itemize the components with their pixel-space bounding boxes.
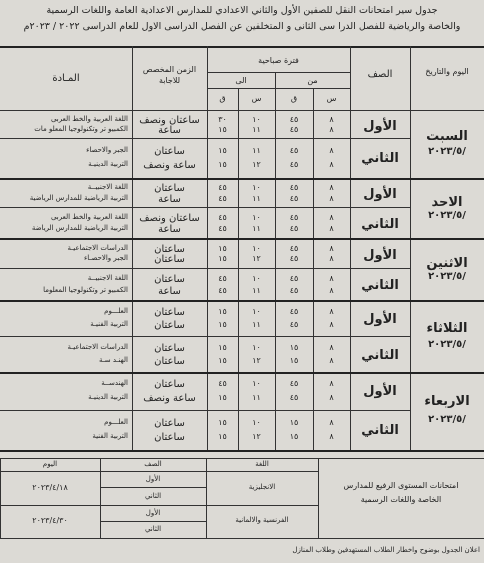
duration: ساعتان xyxy=(154,183,185,195)
header-to-q: ق xyxy=(219,94,226,103)
col-divider-grade xyxy=(410,46,411,450)
subject: العلـــوم xyxy=(104,306,128,315)
from-hour: ٨ xyxy=(329,306,334,316)
from-minute-2: ٤٥ xyxy=(289,223,299,233)
duration-2: ساعتان xyxy=(154,355,185,367)
to-hour: ١٠ xyxy=(252,306,261,316)
from-hour-2: ٨ xyxy=(329,193,334,203)
from-minute: ٤٥ xyxy=(289,183,299,193)
duration: ساعتان xyxy=(154,274,185,286)
grade-label: الأول xyxy=(363,384,397,400)
subject-2: الكمبيو تر وتكنولوجيا المعلوما xyxy=(43,285,128,294)
footer-note: اعلان الجدول بوضوح واخطار الطلاب المستهدفين وطلاب المنازل xyxy=(292,546,480,554)
header-day: اليوم والتاريخ xyxy=(425,67,469,76)
from-hour-2: ٨ xyxy=(329,285,334,295)
subject: الجبر والاحصاء xyxy=(86,145,128,154)
day-date: ٢٠٢٣/٥/ xyxy=(428,271,466,283)
to-hour-2: ١٢ xyxy=(252,355,261,365)
from-minute-2: ٤٥ xyxy=(289,160,299,170)
from-hour: ٨ xyxy=(329,417,334,427)
from-minute-2: ١٥ xyxy=(289,355,299,365)
from-minute-2: ٤٥ xyxy=(289,125,299,135)
grade-label: الثاني xyxy=(361,423,399,438)
duration-2: ساعتان xyxy=(154,432,185,444)
to-hour: ١٠ xyxy=(252,379,261,389)
to-hour-2: ١١ xyxy=(252,393,261,403)
grade-label: الثاني xyxy=(361,151,399,166)
duration: ساعتان xyxy=(154,306,185,318)
to-minute-2: ١٥ xyxy=(218,160,227,170)
header-from: من xyxy=(307,76,318,85)
subject: العلـــوم xyxy=(104,417,128,426)
duration-2: ساعة xyxy=(158,125,181,137)
day-date: ٢٠٢٣/٥/ xyxy=(428,146,466,158)
header-subject: المـادة xyxy=(52,73,80,84)
from-minute: ٤٥ xyxy=(289,243,299,253)
header-from-q: ق xyxy=(290,94,298,103)
to-hour-2: ١١ xyxy=(252,193,261,203)
from-hour-2: ٨ xyxy=(329,254,334,264)
table-top-border xyxy=(0,46,484,48)
to-hour-2: ١١ xyxy=(252,285,261,295)
day-date: ٢٠٢٣/٥/ xyxy=(428,210,466,221)
subject: اللغة الاجنبيــة xyxy=(87,274,128,283)
adv-grade-1a: الأول xyxy=(145,475,161,483)
duration: ساعتان xyxy=(154,417,185,429)
day-name: الاثنين xyxy=(426,255,468,271)
to-minute-2: ١٥ xyxy=(218,254,227,264)
to-hour-2: ١١ xyxy=(252,319,261,329)
from-hour-2: ٨ xyxy=(329,125,334,135)
grade-label: الأول xyxy=(363,118,397,134)
subject-2: التربية الدينيـة xyxy=(88,393,128,402)
period-sub-border xyxy=(207,72,350,73)
header-period: فترة صباحية xyxy=(258,56,299,65)
adv-header-grade: الصف xyxy=(144,460,162,468)
from-hour: ٨ xyxy=(329,379,334,389)
duration-2: ساعة xyxy=(158,193,181,205)
adv-lang-2: الفرنسية والالمانية xyxy=(235,516,289,524)
duration-2: ساعة ونصف xyxy=(143,160,196,172)
adv-header-lang: اللغة xyxy=(255,460,269,468)
row-border-2 xyxy=(0,207,410,208)
from-minute: ٤٥ xyxy=(289,145,299,155)
to-hour: ١٠ xyxy=(252,417,261,427)
duration: ساعتان ونصف xyxy=(139,115,200,127)
day-date: ٢٠٢٣/٥/ xyxy=(428,413,466,425)
to-hour: ١٠ xyxy=(252,274,261,284)
grade-label: الثاني xyxy=(361,216,399,232)
to-minute: ١٥ xyxy=(218,306,227,316)
adv-header-day: اليوم xyxy=(42,460,58,468)
from-minute: ٤٥ xyxy=(289,115,299,125)
from-minute-2: ٤٥ xyxy=(289,254,299,264)
from-hour-2: ٨ xyxy=(329,319,334,329)
to-minute-2: ١٥ xyxy=(218,432,227,442)
duration: ساعتان xyxy=(154,342,185,354)
from-minute: ٤٥ xyxy=(289,306,299,316)
row-border-3 xyxy=(0,268,410,269)
duration-2: ساعة xyxy=(158,285,181,297)
adv-grade-split-1 xyxy=(100,487,206,488)
grade-label: الثاني xyxy=(361,347,399,363)
to-minute: ٤٥ xyxy=(218,212,227,222)
to-minute-2: ٤٥ xyxy=(218,193,227,203)
header-grade: الصف xyxy=(367,69,393,80)
subject-2: التربية الفنيـة xyxy=(90,319,128,328)
day-border-5 xyxy=(0,450,484,452)
duration-2: ساعتان xyxy=(154,254,185,266)
from-hour: ٨ xyxy=(329,342,334,352)
adv-top-border xyxy=(0,458,484,459)
header-duration: الزمن المخصص للاجابة xyxy=(142,65,197,85)
to-minute-2: ١٥ xyxy=(218,355,227,365)
from-hour-2: ٨ xyxy=(329,432,334,442)
subject: الدراسات الاجتماعيـة xyxy=(67,243,128,252)
subject: اللغة العربية والخط العربى xyxy=(50,212,128,221)
to-minute: ١٥ xyxy=(218,417,227,427)
subject-2: الهنـد سـة xyxy=(98,355,128,364)
adv-date-2: ٢٠٢٣/٤/٣٠ xyxy=(32,516,68,525)
day-name: الاربعاء xyxy=(424,394,470,410)
subject: اللغة الاجنبيــة xyxy=(87,183,128,192)
to-hour: ١٠ xyxy=(252,342,261,352)
day-border-3 xyxy=(0,300,484,302)
to-minute-2: ١٥ xyxy=(218,393,227,403)
adv-grade-2a: الأول xyxy=(145,509,161,517)
grade-label: الأول xyxy=(363,311,397,327)
fromto-sub-border xyxy=(207,88,350,89)
adv-mid-border xyxy=(0,505,318,506)
grade-label: الأول xyxy=(363,187,397,203)
header-bottom-border xyxy=(0,110,484,111)
to-hour: ١٠ xyxy=(252,212,261,222)
from-hour-2: ٨ xyxy=(329,393,334,403)
adv-lang-1: الانجليزية xyxy=(248,483,276,491)
adv-col-2 xyxy=(206,458,207,538)
day-border-2 xyxy=(0,238,484,240)
to-minute: ٤٥ xyxy=(218,274,227,284)
adv-title-line-2: الخاصة واللغات الرسمية xyxy=(360,495,442,504)
from-hour-2: ٨ xyxy=(329,223,334,233)
to-minute: ١٥ xyxy=(218,243,227,253)
day-name: الاحد xyxy=(431,195,463,210)
from-hour: ٨ xyxy=(329,145,334,155)
to-minute-2: ٤٥ xyxy=(218,223,227,233)
from-minute-2: ٤٥ xyxy=(289,393,299,403)
duration: ساعتان xyxy=(154,145,185,157)
subject-2: التربية الدينيـة xyxy=(88,160,128,169)
from-hour: ٨ xyxy=(329,115,334,125)
from-minute-2: ١٥ xyxy=(289,432,299,442)
duration: ساعتان xyxy=(154,379,185,391)
from-minute: ٤٥ xyxy=(289,274,299,284)
from-hour: ٨ xyxy=(329,183,334,193)
from-minute-2: ٤٥ xyxy=(289,193,299,203)
day-date: ٢٠٢٣/٥/ xyxy=(428,338,466,350)
to-hour-2: ١١ xyxy=(252,125,261,135)
to-hour-2: ١١ xyxy=(252,223,261,233)
to-minute: ٤٥ xyxy=(218,183,227,193)
row-border-1 xyxy=(0,138,410,139)
subject: اللغة العربية والخط العربى xyxy=(50,115,128,124)
from-minute: ١٥ xyxy=(289,342,299,352)
duration-2: ساعة xyxy=(158,223,181,235)
from-minute-2: ٤٥ xyxy=(289,319,299,329)
to-minute: ٣٠ xyxy=(218,115,227,125)
day-border-4 xyxy=(0,372,484,374)
subject: الهندســة xyxy=(101,379,128,388)
from-hour-2: ٨ xyxy=(329,355,334,365)
from-hour: ٨ xyxy=(329,212,334,222)
from-hour-2: ٨ xyxy=(329,160,334,170)
duration-2: ساعتان xyxy=(154,319,185,331)
from-minute-2: ٤٥ xyxy=(289,285,299,295)
duration-2: ساعة ونصف xyxy=(143,393,196,405)
to-hour-2: ١٢ xyxy=(252,160,261,170)
from-minute: ٤٥ xyxy=(289,379,299,389)
header-from-s: س xyxy=(326,94,337,103)
adv-header-border xyxy=(0,471,318,472)
to-hour: ١١ xyxy=(252,145,261,155)
to-hour-2: ١٢ xyxy=(252,254,261,264)
subject-2: الجبر والاحصـاء xyxy=(84,254,128,263)
from-minute: ١٥ xyxy=(289,417,299,427)
from-hour: ٨ xyxy=(329,274,334,284)
title-line-2: والخاصة والرياضية للفصل الدرا سى الثانى و المتخلفين عن الفصل الدراسى الاول للعام الدراسى ٢٠٢٢ / ٢٠٢٣م xyxy=(23,21,461,32)
row-border-5 xyxy=(0,410,410,411)
to-hour: ١٠ xyxy=(252,115,261,125)
adv-bottom-border xyxy=(0,538,484,539)
subject-2: الكمبيو تر وتكنولوجيا المعلو مات xyxy=(34,125,128,134)
adv-left-border xyxy=(0,458,1,538)
from-minute: ٤٥ xyxy=(289,212,299,222)
header-to: الى xyxy=(235,76,247,85)
grade-label: الثاني xyxy=(361,278,399,294)
to-minute-2: ٤٥ xyxy=(218,285,227,295)
to-minute: ١٥ xyxy=(218,145,227,155)
from-hour: ٨ xyxy=(329,243,334,253)
day-name: الثلاثاء xyxy=(426,320,468,336)
row-border-4 xyxy=(0,336,410,337)
subject-2: التربية الرياضية للمدارس الرياضية xyxy=(29,193,128,202)
adv-grade-2b: الثاني xyxy=(144,525,162,533)
to-hour-2: ١٢ xyxy=(252,432,261,442)
subject-2: التربية الرياضية للمدارس الرياضة xyxy=(31,223,128,232)
day-name: السبت xyxy=(426,129,468,145)
title-line-1: جدول سير امتحانات النقل للصفين الأول والثاني الاعدادي للمدارس الاعدادية العامة واللغات الرسمية xyxy=(46,5,438,16)
subject: الدراسات الاجتماعيـة xyxy=(67,342,128,351)
duration: ساعتان ونصف xyxy=(139,212,200,224)
adv-grade-1b: الثاني xyxy=(144,492,162,500)
subject-2: التربية الفنية xyxy=(92,432,128,441)
day-border-1 xyxy=(0,178,484,180)
adv-grade-split-2 xyxy=(100,521,206,522)
to-hour: ١٠ xyxy=(252,183,261,193)
grade-label: الأول xyxy=(363,247,397,263)
header-to-s: س xyxy=(251,94,262,103)
duration: ساعتان xyxy=(154,243,185,255)
to-minute-2: ١٥ xyxy=(218,319,227,329)
to-minute-2: ١٥ xyxy=(218,125,227,135)
to-minute: ٤٥ xyxy=(218,379,227,389)
to-minute: ١٥ xyxy=(218,342,227,352)
adv-date-1: ٢٠٢٣/٤/١٨ xyxy=(32,483,68,492)
adv-title-line-1: امتحانات المستوى الرفيع للمدارس xyxy=(343,481,459,490)
to-hour: ١٠ xyxy=(252,243,261,253)
